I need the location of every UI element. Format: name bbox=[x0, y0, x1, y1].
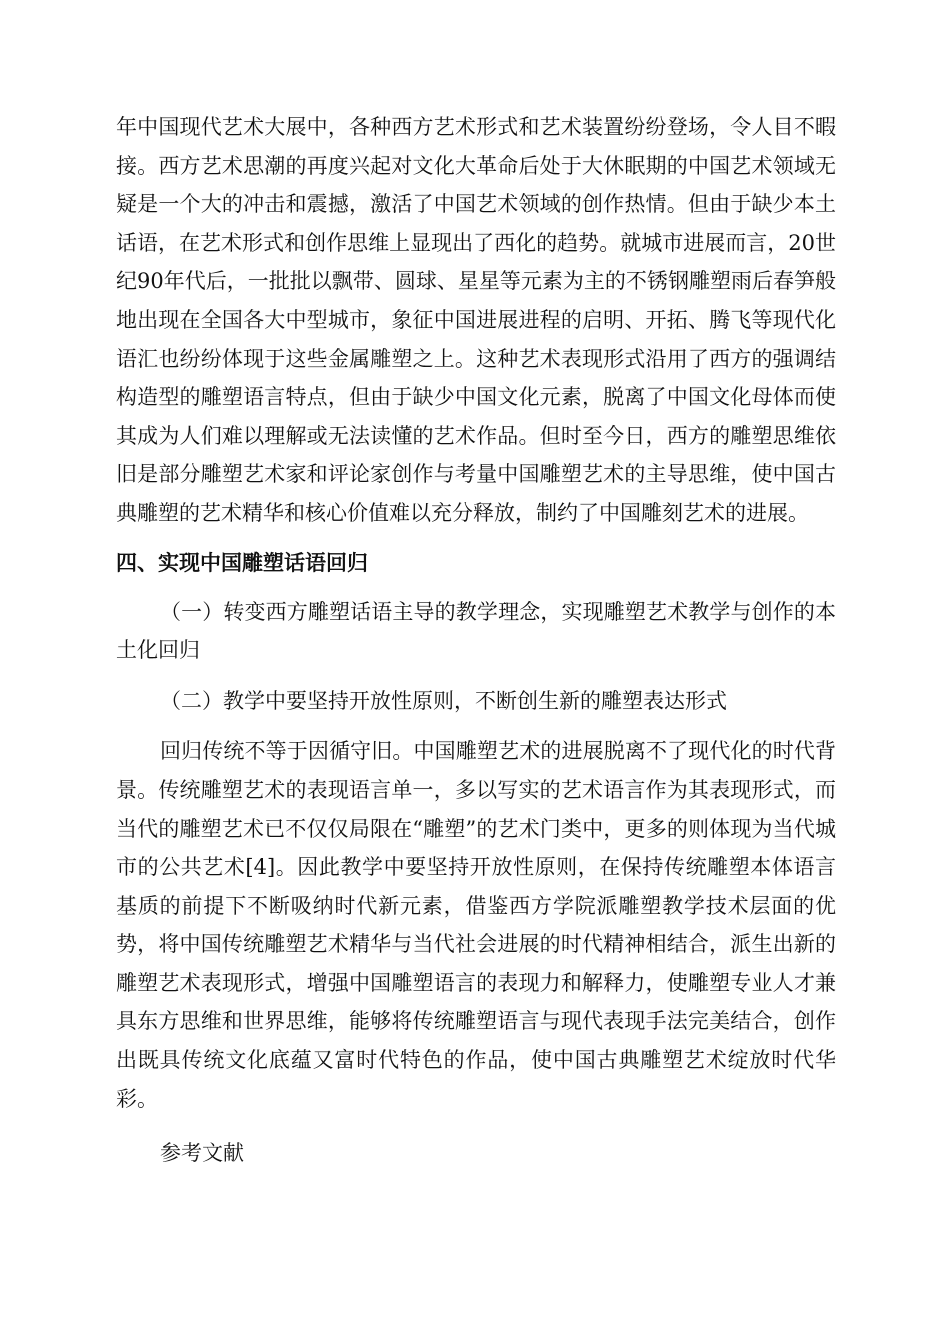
subsection-heading: （一）转变西方雕塑话语主导的教学理念，实现雕塑艺术教学与创作的本土化回归 bbox=[116, 599, 836, 663]
references-title: 参考文献 bbox=[160, 1141, 244, 1166]
body-paragraph: 年中国现代艺术大展中，各种西方艺术形式和艺术装置纷纷登场，令人目不暇接。西方艺术思潮的再度兴起对文化大革命后处于大休眠期的中国艺术领域无疑是一个大的冲击和震撼，激活了中国艺术领域的创作热情。但由于缺少本土话语，在艺术形式和创作思维上显现出了西化的趋势。就城市进展而言，20世纪90年代后，一批批以飘带、圆球、星星等元素为主的不锈钢雕塑雨后春笋般地出现在全国各大中型城市，象征中国进展进程的启明、开拓、腾飞等现代化语汇也纷纷体现于这些金属雕塑之上。这种艺术表现形式沿用了西方的强调结构造型的雕塑语言特点，但由于缺少中国文化元素，脱离了中国文化母体而使其成为人们难以理解或无法读懂的艺术作品。但时至今日，西方的雕塑思维依旧是部分雕塑艺术家和评论家创作与考量中国雕塑艺术的主导思维，使中国古典雕塑的艺术精华和核心价值难以充分释放，制约了中国雕刻艺术的进展。 bbox=[116, 115, 836, 525]
subsection-heading: （二）教学中要坚持开放性原则，不断创生新的雕塑表达形式 bbox=[160, 688, 727, 713]
section-heading: 四、实现中国雕塑话语回归 bbox=[116, 550, 368, 575]
body-paragraph: 回归传统不等于因循守旧。中国雕塑艺术的进展脱离不了现代化的时代背景。传统雕塑艺术的表现语言单一，多以写实的艺术语言作为其表现形式，而当代的雕塑艺术已不仅仅局限在“雕塑”的艺术门类中，更多的则体现为当代城市的公共艺术[4]。因此教学中要坚持开放性原则，在保持传统雕塑本体语言基质的前提下不断吸纳时代新元素，借鉴西方学院派雕塑教学技术层面的优势，将中国传统雕塑艺术精华与当代社会进展的时代精神相结合，派生出新的雕塑艺术表现形式，增强中国雕塑语言的表现力和解释力，使雕塑专业人才兼具东方思维和世界思维，能够将传统雕塑语言与现代表现手法完美结合，创作出既具传统文化底蕴又富时代特色的作品，使中国古典雕塑艺术绽放时代华彩。 bbox=[116, 739, 836, 1111]
document-page bbox=[116, 108, 836, 1172]
